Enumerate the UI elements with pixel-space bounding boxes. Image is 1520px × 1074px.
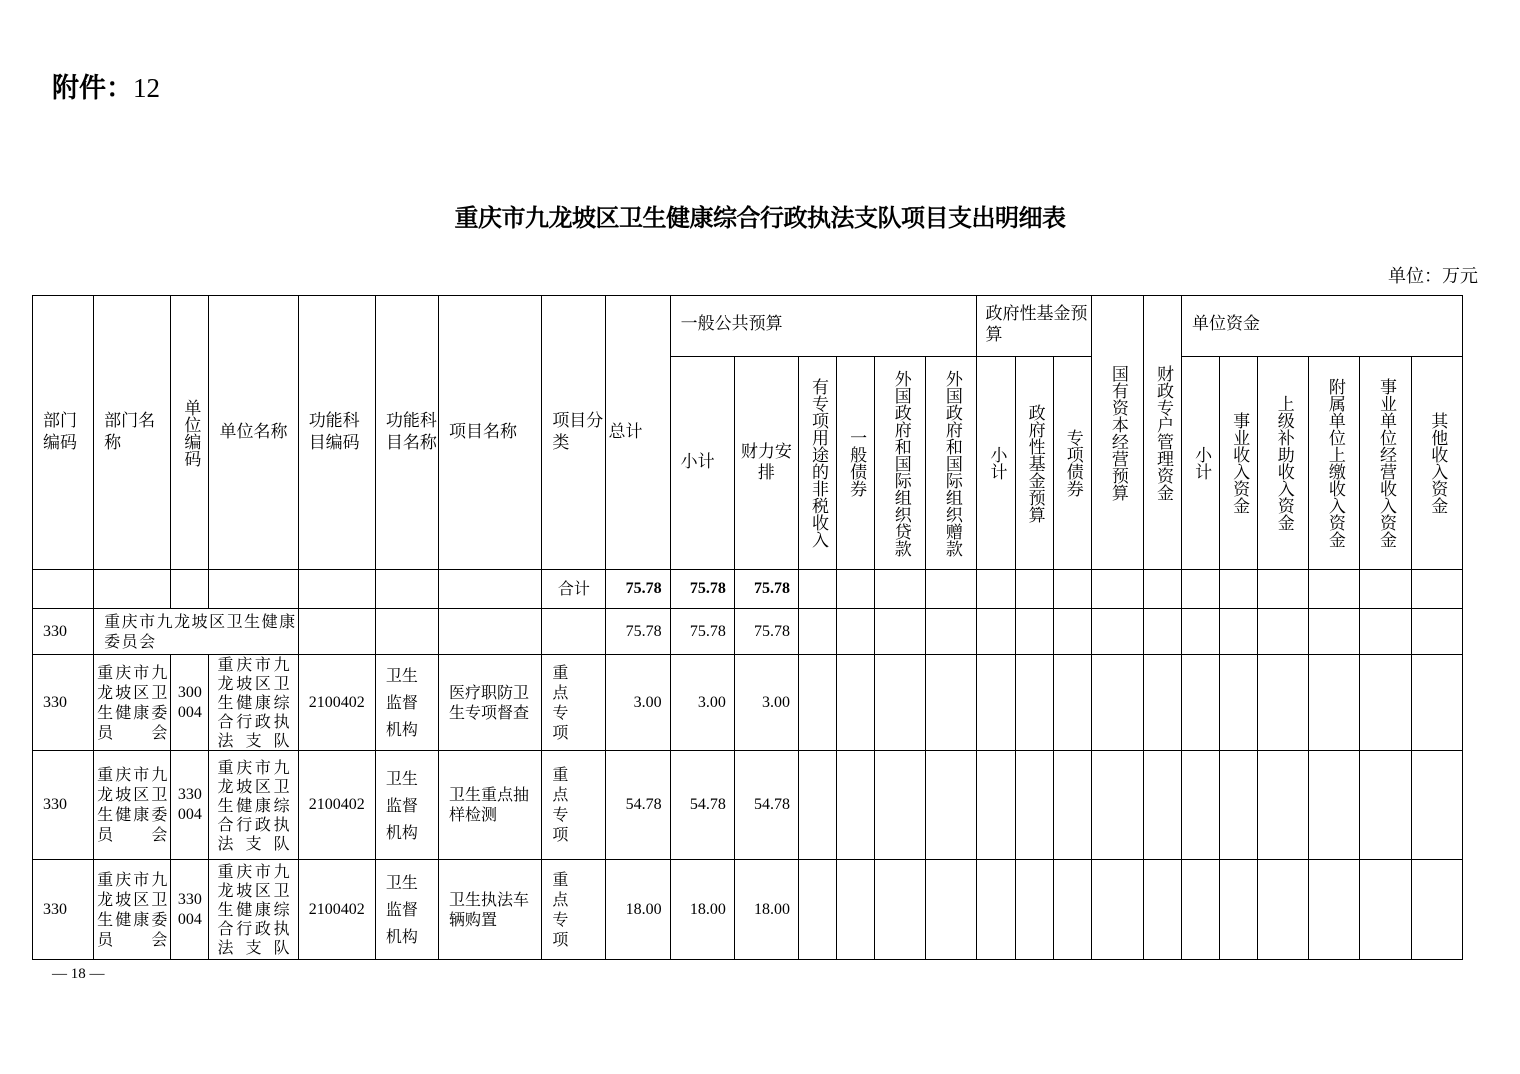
header-uf-business: 事业收入资金 (1229, 412, 1250, 514)
table-row (33, 655, 1463, 751)
header-unit-name: 单位名称 (209, 296, 298, 570)
header-total: 总计 (606, 296, 670, 570)
header-dept-name: 部门名称 (94, 296, 171, 570)
header-uf-affiliated: 附属单位上缴收入资金 (1324, 378, 1345, 548)
row-subtotal: 3.00 (670, 655, 734, 751)
row-dept-code: 330 (33, 751, 94, 860)
row-func-code: 2100402 (298, 751, 375, 860)
header-gov-fund: 政府性基金预算 (977, 296, 1091, 357)
total-fiscal-cell: 75.78 (734, 570, 798, 609)
page-number: — 18 — (52, 966, 105, 982)
row-unit-name: 重庆市九龙坡区卫生健康综合行政执法支队 (209, 655, 298, 751)
dept-fiscal: 75.78 (734, 609, 798, 655)
row-unit-code: 300004 (171, 655, 209, 751)
total-subtotal-cell: 75.78 (670, 570, 734, 609)
header-uf-subtotal: 小计 (1191, 446, 1212, 480)
page-title: 重庆市九龙坡区卫生健康综合行政执法支队项目支出明细表 (454, 203, 1066, 232)
header-func-code: 功能科目编码 (298, 296, 375, 570)
header-gb-nontax: 有专项用途的非税收入 (808, 378, 829, 548)
header-gb-loan: 外国政府和国际组织贷款 (890, 369, 911, 557)
row-dept-name: 重庆市九龙坡区卫生健康委员会 (94, 751, 171, 860)
table-row (33, 751, 1463, 860)
row-project-name: 医疗职防卫生专项督查 (439, 655, 542, 751)
row-fiscal: 3.00 (734, 655, 798, 751)
header-uf-operating: 事业单位经营收入资金 (1376, 378, 1397, 548)
row-unit-code: 330004 (171, 860, 209, 960)
row-total: 3.00 (606, 655, 670, 751)
dept-row (33, 609, 1463, 655)
row-func-code: 2100402 (298, 655, 375, 751)
dept-total: 75.78 (606, 609, 670, 655)
attachment-label (52, 66, 160, 105)
row-project-class: 重点专项 (542, 655, 606, 751)
dept-name: 重庆市九龙坡区卫生健康委员会 (94, 609, 299, 655)
header-row-1 (33, 296, 1463, 357)
row-total: 18.00 (606, 860, 670, 960)
row-unit-name: 重庆市九龙坡区卫生健康综合行政执法支队 (209, 860, 298, 960)
header-special-account: 财政专户管理资金 (1152, 364, 1173, 501)
row-total: 54.78 (606, 751, 670, 860)
row-project-name: 卫生重点抽样检测 (439, 751, 542, 860)
row-subtotal: 18.00 (670, 860, 734, 960)
dept-subtotal: 75.78 (670, 609, 734, 655)
table-row (33, 860, 1463, 960)
total-row (33, 570, 1463, 609)
row-fiscal: 54.78 (734, 751, 798, 860)
header-project-class: 项目分类 (542, 296, 606, 570)
header-unit-funds: 单位资金 (1182, 296, 1463, 357)
header-uf-superior: 上级补助收入资金 (1273, 395, 1294, 531)
header-uf-other: 其他收入资金 (1427, 412, 1448, 514)
row-dept-name: 重庆市九龙坡区卫生健康委员会 (94, 655, 171, 751)
header-gb-subtotal: 小计 (670, 357, 734, 570)
header-gf-budget: 政府性基金预算 (1024, 403, 1045, 523)
row-unit-name: 重庆市九龙坡区卫生健康综合行政执法支队 (209, 751, 298, 860)
row-func-name: 卫生监督机构 (375, 860, 438, 960)
row-project-name: 卫生执法车辆购置 (439, 860, 542, 960)
expenditure-table (32, 295, 1463, 960)
row-dept-name: 重庆市九龙坡区卫生健康委员会 (94, 860, 171, 960)
header-project-name: 项目名称 (439, 296, 542, 570)
header-gb-grant: 外国政府和国际组织赠款 (941, 369, 962, 557)
header-dept-code: 部门编码 (33, 296, 94, 570)
header-gb-fiscal: 财力安排 (734, 357, 798, 570)
header-state-capital: 国有资本经营预算 (1107, 364, 1128, 501)
row-fiscal: 18.00 (734, 860, 798, 960)
dept-code: 330 (33, 609, 94, 655)
row-project-class: 重点专项 (542, 751, 606, 860)
row-project-class: 重点专项 (542, 860, 606, 960)
header-gf-subtotal: 小计 (986, 446, 1007, 480)
row-dept-code: 330 (33, 860, 94, 960)
total-cell: 75.78 (606, 570, 670, 609)
header-func-name: 功能科目名称 (375, 296, 438, 570)
unit-label: 单位：万元 (1388, 266, 1478, 287)
header-unit-code: 单位编码 (180, 398, 201, 467)
row-subtotal: 54.78 (670, 751, 734, 860)
row-unit-code: 330004 (171, 751, 209, 860)
header-gf-bond: 专项债券 (1062, 429, 1083, 497)
attachment-number: 12 (133, 73, 160, 103)
row-func-name: 卫生监督机构 (375, 655, 438, 751)
row-dept-code: 330 (33, 655, 94, 751)
header-general-budget: 一般公共预算 (670, 296, 977, 357)
row-func-code: 2100402 (298, 860, 375, 960)
total-label: 合计 (542, 570, 606, 609)
header-gb-bond: 一般债券 (846, 429, 867, 497)
row-func-name: 卫生监督机构 (375, 751, 438, 860)
attachment-prefix: 附件： (52, 73, 133, 104)
